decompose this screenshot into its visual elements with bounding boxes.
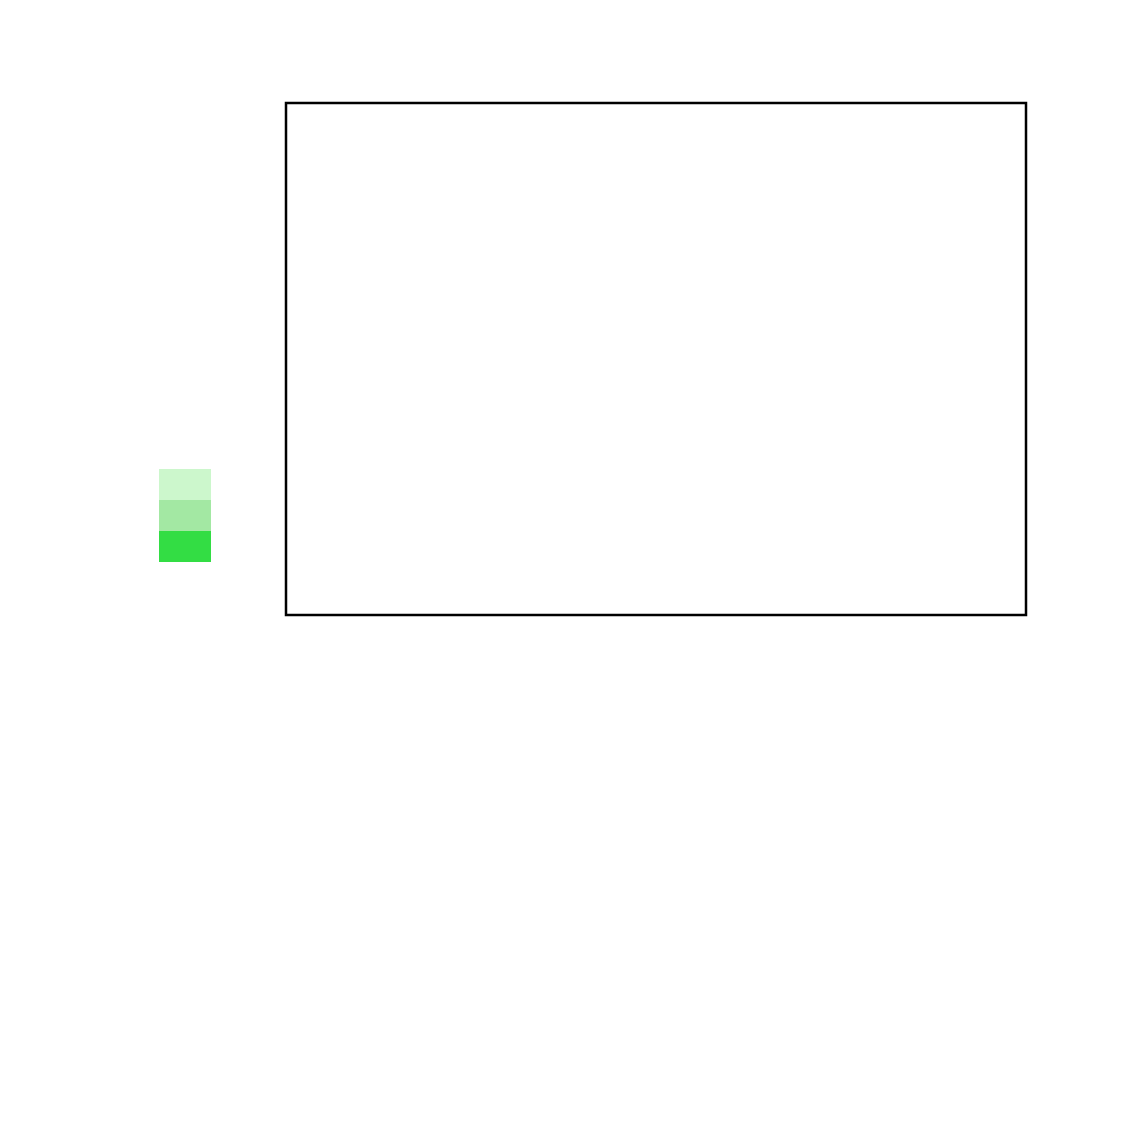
cross-section-frame bbox=[286, 103, 1026, 615]
cross-section-panel bbox=[286, 103, 1026, 615]
legend-rh80-swatch bbox=[159, 500, 211, 531]
legend-rh70-swatch bbox=[159, 469, 211, 500]
legend-rh90-swatch bbox=[159, 531, 211, 562]
